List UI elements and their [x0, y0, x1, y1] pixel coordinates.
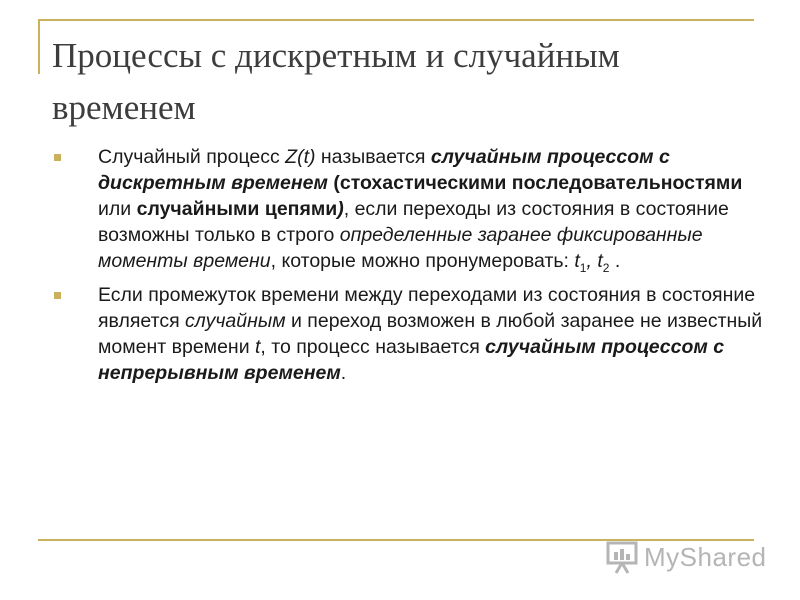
text-segment: случайным — [185, 310, 286, 332]
text-segment: , t — [586, 250, 603, 272]
text-segment: , то процесс называется — [260, 336, 486, 358]
presentation-board-icon — [606, 540, 638, 574]
text-segment: . — [340, 362, 347, 384]
text-segment: и переход возможен в любой заранее не известный момент времени — [98, 310, 763, 358]
text-segment: , которые можно пронумеровать: — [270, 250, 575, 272]
text-segment: ) — [337, 198, 344, 220]
text-segment: t — [255, 336, 261, 358]
text-segment: случайными цепями — [136, 198, 338, 220]
text-segment: Z(t) — [285, 146, 316, 168]
text-segment: 2 — [602, 260, 610, 275]
left-rule — [38, 19, 40, 74]
text-segment: или — [98, 198, 137, 220]
square-bullet-icon — [54, 292, 61, 299]
text-segment: Если промежуток времени между переходами из состояния в состояние является — [98, 284, 756, 332]
text-segment: определенные заранее фиксированные моменты времени — [98, 224, 703, 272]
bullet-text — [98, 282, 768, 386]
bullet-text — [98, 144, 768, 274]
text-segment: ( — [327, 172, 340, 194]
text-segment: t — [574, 250, 580, 272]
text-segment: Случайный процесс — [98, 146, 286, 168]
slide-content — [48, 144, 768, 394]
top-rule — [38, 19, 754, 21]
text-segment: . — [609, 250, 621, 272]
text-segment: , если переходы из состояния в состояние возможны только в строго — [98, 198, 729, 246]
square-bullet-icon — [54, 154, 61, 161]
text-segment: называется — [315, 146, 431, 168]
bullet-item — [48, 282, 768, 386]
text-segment: случайным процессом с непрерывным временем — [98, 336, 725, 384]
text-segment: случайным процессом с дискретным временем — [98, 146, 670, 194]
bullet-item — [48, 144, 768, 274]
myshared-logo — [606, 537, 767, 577]
text-segment: 1 — [579, 260, 587, 275]
slide-title: Процессы с дискретным и случайным временем — [52, 36, 620, 127]
logo-text: MyShared — [644, 541, 767, 572]
text-segment: стохастическими последовательностями — [339, 172, 743, 194]
